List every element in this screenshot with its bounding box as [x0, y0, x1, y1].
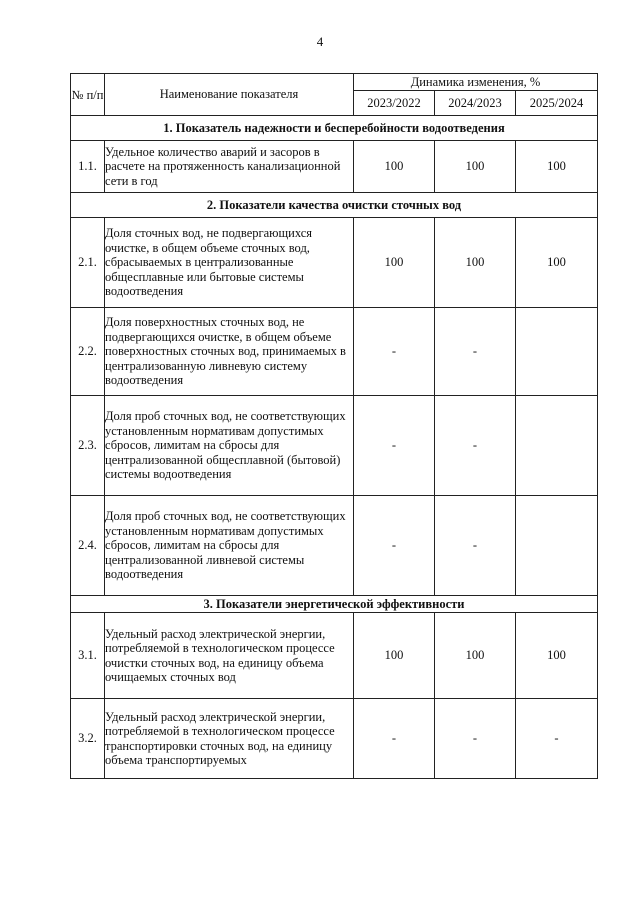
indicator-name: Удельный расход электрической энергии, потребляемой в технологическом процессе транспортировки сточных вод, на единицу объема транспортируемых — [105, 699, 354, 779]
section-title: 1. Показатель надежности и бесперебойности водоотведения — [71, 116, 598, 141]
indicators-table — [70, 73, 598, 779]
indicator-name: Доля сточных вод, не подвергающихся очистке, в общем объеме сточных вод, сбрасываемых в централизованные общесплавные или бытовые системы водоотведения — [105, 218, 354, 308]
indicator-name: Удельное количество аварий и засоров в расчете на протяженность канализационной сети в год — [105, 141, 354, 193]
row-number: 2.1. — [71, 218, 105, 308]
table-row — [71, 699, 598, 779]
row-number: 3.2. — [71, 699, 105, 779]
indicator-name: Удельный расход электрической энергии, потребляемой в технологическом процессе очистки сточных вод, на единицу объема очищаемых сточных вод — [105, 613, 354, 699]
header-dynamics: Динамика изменения, % — [354, 74, 598, 91]
value-cell: 100 — [435, 613, 516, 699]
row-number: 3.1. — [71, 613, 105, 699]
value-cell: 100 — [516, 218, 598, 308]
row-number: 2.2. — [71, 308, 105, 396]
value-cell: - — [435, 308, 516, 396]
value-cell: 100 — [435, 218, 516, 308]
value-cell: - — [354, 699, 435, 779]
indicator-name: Доля проб сточных вод, не соответствующих установленным нормативам допустимых сбросов, лимитам на сбросы для централизованной общесплавной (бытовой) системы водоотведения — [105, 396, 354, 496]
section-title: 3. Показатели энергетической эффективности — [71, 596, 598, 613]
table-row — [71, 496, 598, 596]
indicator-name: Доля проб сточных вод, не соответствующих установленным нормативам допустимых сбросов, лимитам на сбросы для централизованной ливневой системы водоотведения — [105, 496, 354, 596]
header-year: 2023/2022 — [354, 91, 435, 116]
row-number: 2.3. — [71, 396, 105, 496]
value-cell: 100 — [354, 613, 435, 699]
value-cell: - — [435, 699, 516, 779]
header-number: № п/п — [71, 74, 105, 116]
section-row — [71, 116, 598, 141]
table-row — [71, 613, 598, 699]
table-row — [71, 218, 598, 308]
header-year: 2025/2024 — [516, 91, 598, 116]
header-indicator-name: Наименование показателя — [105, 74, 354, 116]
indicator-name: Доля поверхностных сточных вод, не подвергающихся очистке, в общем объеме поверхностных сточных вод, принимаемых в централизованную ливневую систему водоотведения — [105, 308, 354, 396]
value-cell: - — [435, 496, 516, 596]
value-cell: 100 — [516, 141, 598, 193]
value-cell: 100 — [354, 218, 435, 308]
table-row — [71, 308, 598, 396]
value-cell: 100 — [516, 613, 598, 699]
value-cell: - — [516, 699, 598, 779]
value-cell — [516, 308, 598, 396]
value-cell: 100 — [435, 141, 516, 193]
row-number: 1.1. — [71, 141, 105, 193]
section-row — [71, 193, 598, 218]
section-row — [71, 596, 598, 613]
page-number: 4 — [316, 34, 324, 49]
value-cell: - — [354, 308, 435, 396]
table-row — [71, 141, 598, 193]
header-year: 2024/2023 — [435, 91, 516, 116]
table-row — [71, 396, 598, 496]
value-cell — [516, 396, 598, 496]
value-cell: 100 — [354, 141, 435, 193]
value-cell: - — [354, 396, 435, 496]
row-number: 2.4. — [71, 496, 105, 596]
value-cell — [516, 496, 598, 596]
value-cell: - — [354, 496, 435, 596]
value-cell: - — [435, 396, 516, 496]
section-title: 2. Показатели качества очистки сточных вод — [71, 193, 598, 218]
